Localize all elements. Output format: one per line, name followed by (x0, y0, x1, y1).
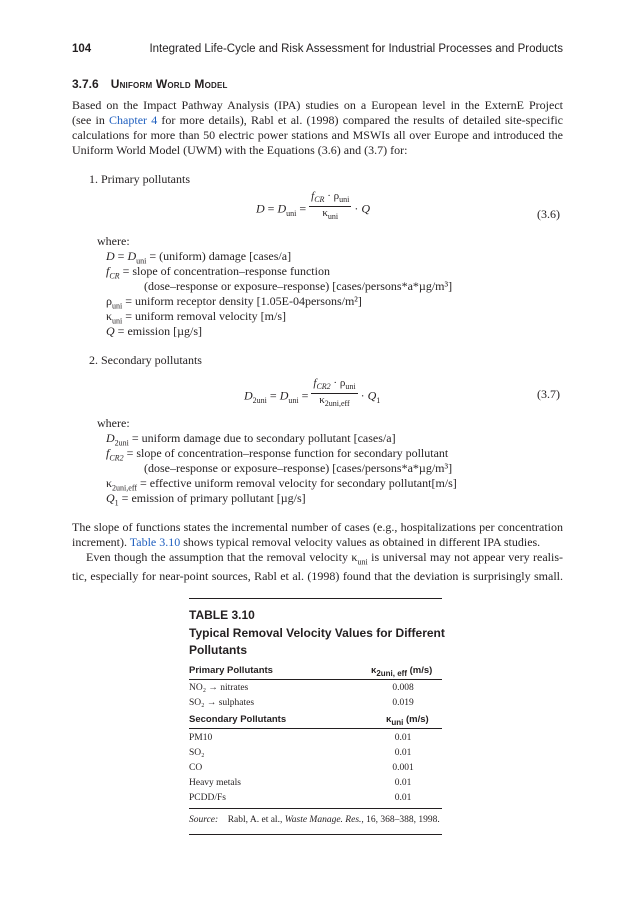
def-damage: $D = D_{uni}$ = (uniform) damage [cases/a] (106, 249, 292, 266)
def-slope-cont: (dose–response or exposure–response) [cases/persons*a*µg/m³] (144, 279, 453, 293)
table-cell-value: 0.008 (392, 683, 414, 693)
table-cell-value: 0.01 (394, 778, 412, 788)
table-rule (189, 808, 442, 809)
def-effective-velocity: $\kappa_{2uni,eff}$ = effective uniform removal velocity for secondary pollutant[m/s] (106, 476, 457, 493)
def-slope: $f_{CR}$ = slope of concentration–response function (106, 264, 330, 281)
table-bottom-rule (189, 834, 442, 835)
equation-3-7: $D_{2uni} = D_{uni}$ = $\frac{f_{CR2} \cdot \rho_{uni}}{\kappa_{2uni,eff}}$ · $Q_1$ (244, 377, 381, 409)
table-row: SO₂ → sulphates (189, 698, 255, 708)
def-emission: Q = emission [µg/s] (106, 324, 203, 338)
table-row: Heavy metals (189, 778, 241, 788)
table-cell-value: 0.019 (392, 698, 414, 708)
table-row: PM10 (189, 733, 213, 743)
table-3-10-link[interactable]: Table 3.10 (129, 535, 181, 549)
def-density: $\rho_{uni}$ = uniform receptor density [1.05E-04persons/m²] (106, 294, 362, 311)
table-row: NO₂ → nitrates (189, 683, 249, 693)
table-cell-value: 0.001 (392, 763, 414, 773)
equation-number-3-6: (3.6) (537, 207, 560, 221)
table-title: Typical Removal Velocity Values for Different Pollutants (189, 626, 445, 657)
table-col-primary-unit: $\kappa_{2uni, eff}$ (m/s) (371, 665, 433, 678)
closing-paragraph (72, 520, 563, 584)
page-number: 104 (72, 43, 92, 55)
equation-3-6: $D = D_{uni}$ = $\frac{f_{CR} \cdot \rho_{uni}}{\kappa_{uni}}$ · Q (256, 190, 370, 222)
where-label: where: (97, 416, 130, 430)
section-heading (72, 77, 228, 91)
closing-line: Even though the assumption that the removal velocity $\kappa_{uni}$ is universal may not appear very realis- (86, 550, 564, 567)
table-rule (189, 679, 442, 680)
item-primary-title: 1. Primary pollutants (89, 172, 190, 186)
table-source: Source: Rabl, A. et al., Waste Manage. Res., 16, 368–388, 1998. (189, 815, 440, 825)
intro-paragraph (72, 98, 563, 158)
table-col-secondary-unit: $\kappa_{uni}$ (m/s) (386, 714, 429, 727)
table-cell-value: 0.01 (394, 733, 412, 743)
table-cell-value: 0.01 (394, 748, 412, 758)
intro-line: calculations for more than 50 electric power stations and MSWIs all over Europe and introduced the (72, 128, 563, 142)
running-header: Integrated Life-Cycle and Risk Assessment for Industrial Processes and Products (149, 43, 563, 55)
chapter-4-link[interactable]: Chapter 4 (109, 113, 158, 127)
section-number: 3.7.6 (72, 77, 99, 91)
table-group-primary: Primary Pollutants (189, 665, 273, 676)
table-label: TABLE 3.10 (189, 608, 255, 622)
closing-line: The slope of functions states the incremental number of cases (e.g., hospitalizations per concentration (72, 520, 563, 534)
def-secondary-damage: $D_{2uni}$ = uniform damage due to secondary pollutant [cases/a] (106, 431, 396, 448)
def-velocity: $\kappa_{uni}$ = uniform removal velocity [m/s] (106, 309, 287, 326)
intro-line: (see in Chapter 4 for more details), Rabl et al. (1998) compared the results of detailed site-specific (72, 113, 563, 127)
table-row: CO (189, 763, 203, 773)
closing-line: increment). Table 3.10 shows typical removal velocity values as obtained in different IPA studies. (72, 535, 541, 549)
def-secondary-slope-cont: (dose–response or exposure–response) [cases/persons*a*µg/m³] (144, 461, 453, 475)
intro-line: Based on the Impact Pathway Analysis (IPA) studies on a European level in the ExternE Project (72, 98, 563, 112)
table-row: PCDD/Fs (189, 793, 226, 803)
table-rule (189, 728, 442, 729)
where-label: where: (97, 234, 130, 248)
def-primary-emission: $Q_1$ = emission of primary pollutant [µg/s] (106, 491, 306, 508)
table-top-rule (189, 598, 442, 599)
table-cell-value: 0.01 (394, 793, 412, 803)
item-secondary-title: 2. Secondary pollutants (89, 353, 202, 367)
equation-number-3-7: (3.7) (537, 387, 560, 401)
intro-line: Uniform World Model (UWM) with the Equations (3.6) and (3.7) for: (72, 143, 408, 157)
def-secondary-slope: $f_{CR2}$ = slope of concentration–response function for secondary pollutant (106, 446, 449, 463)
table-row: SO₂ (189, 748, 205, 758)
section-title: Uniform World Model (110, 77, 228, 91)
closing-line: tic, especially for near-point sources, Rabl et al. (1998) found that the deviation is surprisingly small. (72, 569, 563, 584)
table-group-secondary: Secondary Pollutants (189, 714, 287, 725)
